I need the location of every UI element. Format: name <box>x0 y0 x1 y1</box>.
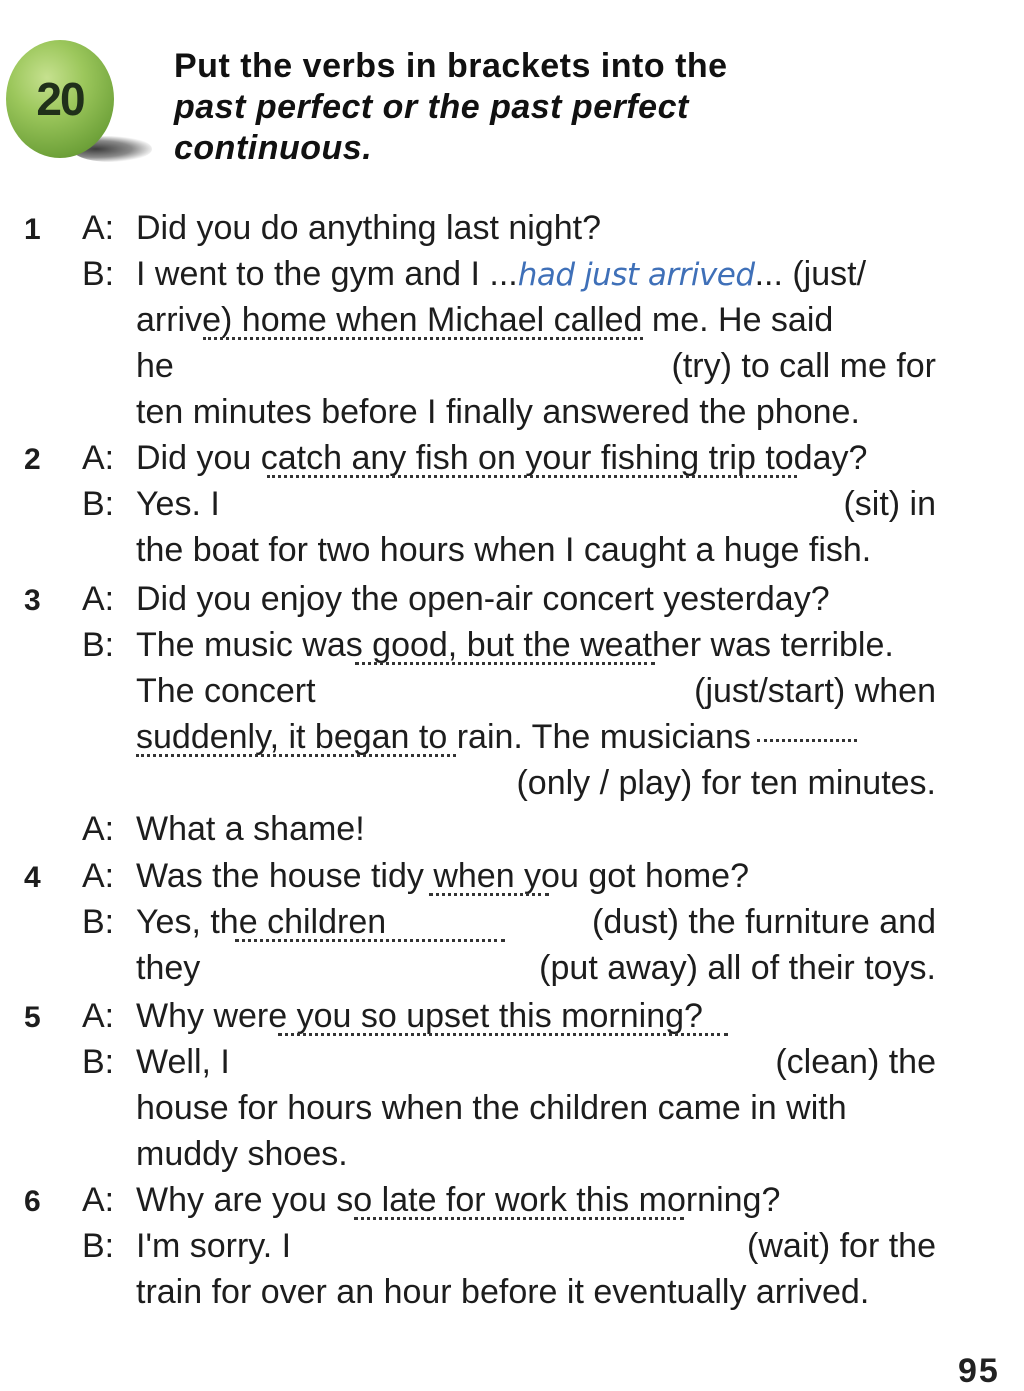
text-fragment: ... (just/ <box>754 255 867 293</box>
text-fragment: (try) to call me for <box>671 347 936 385</box>
item-number: 3 <box>24 584 41 617</box>
dialogue-text: Did you enjoy the open-air concert yesterday? <box>136 580 830 618</box>
answer-blank[interactable] <box>354 1217 684 1220</box>
text-fragment: (clean) the <box>775 1043 936 1081</box>
dialogue-text: house for hours when the children came in with <box>136 1089 847 1127</box>
answer-blank[interactable] <box>429 893 549 896</box>
speaker-label: B: <box>82 626 115 664</box>
speaker-label: A: <box>82 997 115 1035</box>
dialogue-text <box>136 945 936 991</box>
dialogue-text <box>136 343 936 389</box>
dialogue-text <box>136 760 936 806</box>
text-fragment: Well, I <box>136 1043 230 1081</box>
speaker-label: A: <box>82 439 115 477</box>
dialogue-text: the boat for two hours when I caught a huge fish. <box>136 531 872 569</box>
instructions-line-1: Put the verbs in brackets into the <box>174 47 728 85</box>
handwritten-answer: had just arrived <box>517 257 755 293</box>
dialogue-text <box>136 1039 936 1085</box>
dialogue-text: The music was good, but the weather was terrible. <box>136 626 894 664</box>
answer-blank[interactable] <box>203 337 643 340</box>
text-fragment: (only / play) for ten minutes. <box>516 764 936 802</box>
dialogue-text <box>136 251 936 298</box>
answer-blank[interactable] <box>278 1033 728 1036</box>
speaker-label: A: <box>82 1181 115 1219</box>
text-fragment: Yes, the children <box>136 903 387 941</box>
exercise-badge <box>2 40 152 170</box>
item-number: 6 <box>24 1185 41 1218</box>
item-number: 5 <box>24 1001 41 1034</box>
dialogue-text <box>136 1223 936 1269</box>
dialogue-text: arrive) home when Michael called me. He said <box>136 301 834 339</box>
speaker-label: B: <box>82 255 115 293</box>
answer-blank[interactable] <box>355 662 655 665</box>
instructions-line-3: continuous. <box>174 129 373 167</box>
speaker-label: B: <box>82 1043 115 1081</box>
dialogue-text: Did you do anything last night? <box>136 209 601 247</box>
dialogue-text: ten minutes before I finally answered the phone. <box>136 393 860 431</box>
dialogue-text: Was the house tidy when you got home? <box>136 857 749 895</box>
text-fragment: suddenly, it began to rain. The musicians <box>136 718 751 756</box>
text-fragment: Yes. I <box>136 485 220 523</box>
text-fragment: The concert <box>136 672 316 710</box>
speaker-label: B: <box>82 1227 115 1265</box>
answer-blank[interactable] <box>267 475 797 478</box>
speaker-label: A: <box>82 209 115 247</box>
speaker-label: B: <box>82 485 115 523</box>
dialogue-text: train for over an hour before it eventually arrived. <box>136 1273 870 1311</box>
dialogue-text <box>136 668 936 714</box>
text-fragment: he <box>136 347 174 385</box>
instructions-line-2: past perfect or the past perfect <box>174 88 689 126</box>
text-fragment: (sit) in <box>843 485 936 523</box>
dialogue-text: muddy shoes. <box>136 1135 348 1173</box>
text-fragment: they <box>136 949 201 987</box>
dialogue-text: Why are you so late for work this morning? <box>136 1181 781 1219</box>
item-number: 2 <box>24 443 41 476</box>
item-number: 1 <box>24 213 41 246</box>
speaker-label: A: <box>82 857 115 895</box>
speaker-label: B: <box>82 903 115 941</box>
page-number: 95 <box>958 1352 1000 1390</box>
speaker-label: A: <box>82 580 115 618</box>
answer-blank[interactable] <box>136 754 456 757</box>
dialogue-text <box>136 481 936 527</box>
text-fragment: I'm sorry. I <box>136 1227 292 1265</box>
text-fragment: (just/start) when <box>694 672 936 710</box>
exercise-instructions <box>174 46 874 169</box>
item-number: 4 <box>24 861 41 894</box>
text-fragment: (put away) all of their toys. <box>539 949 936 987</box>
text-fragment: (wait) for the <box>747 1227 936 1265</box>
exercise-number: 20 <box>6 40 114 158</box>
answer-blank[interactable] <box>757 739 857 742</box>
dialogue-text: Did you catch any fish on your fishing trip today? <box>136 439 868 477</box>
text-fragment: I went to the gym and I ... <box>136 255 518 293</box>
dialogue-text: Why were you so upset this morning? <box>136 997 703 1035</box>
text-fragment: (dust) the furniture and <box>592 903 936 941</box>
dialogue-text: What a shame! <box>136 810 365 848</box>
answer-blank[interactable] <box>235 939 505 942</box>
speaker-label: A: <box>82 810 115 848</box>
